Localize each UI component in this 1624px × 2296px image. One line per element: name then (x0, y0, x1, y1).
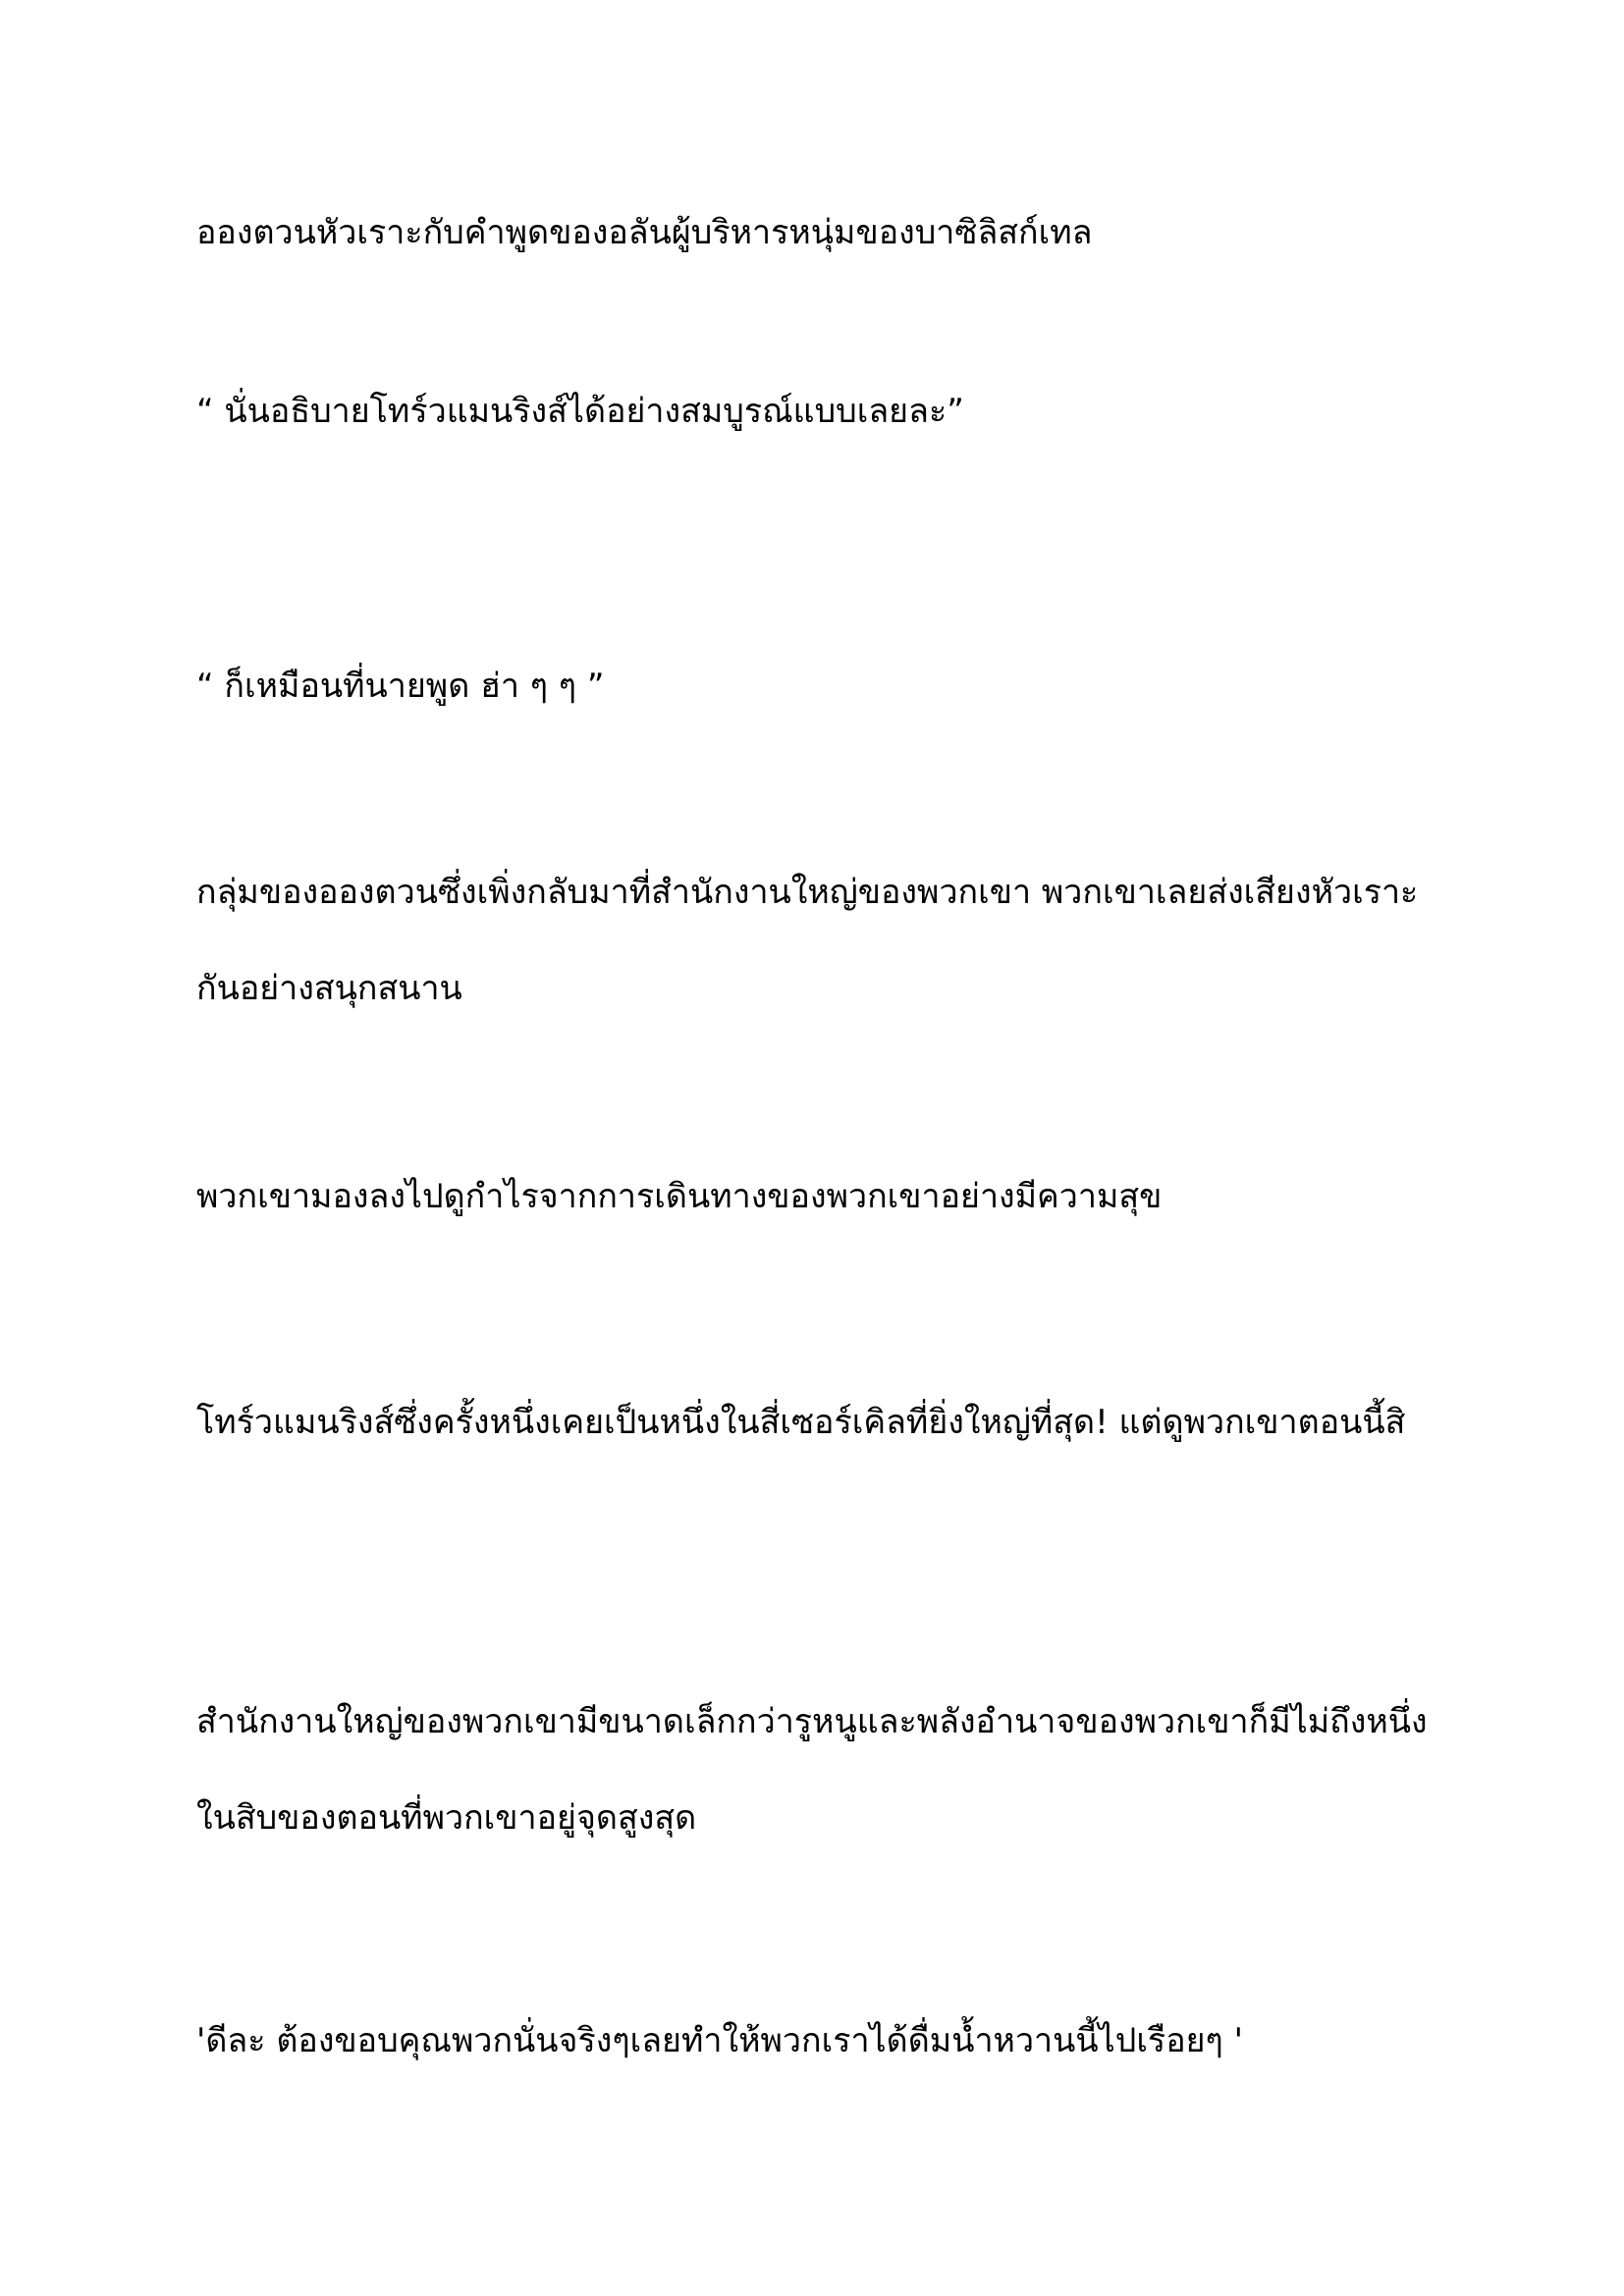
paragraph-7: สำนักงานใหญ่ของพวกเขามีขนาดเล็กกว่ารูหนูและพลังอำนาจของพวกเขาก็มีไม่ถึงหนึ่งในสิบของตอนที่พวกเขาอยู่จุดสูงสุด (196, 1702, 1428, 1838)
paragraph-3: “ ก็เหมือนที่นายพูด ฮ่า ๆ ๆ ” (196, 667, 605, 706)
paragraph-4: กลุ่มของอองตวนซึ่งเพิ่งกลับมาที่สำนักงานใหญ่ของพวกเขา พวกเขาเลยส่งเสียงหัวเราะกันอย่างสนุกสนาน (196, 873, 1419, 1008)
paragraph-6: โทร์วแมนริงส์ซึ่งครั้งหนึ่งเคยเป็นหนึ่งในสี่เซอร์เคิลที่ยิ่งใหญ่ที่สุด! แต่ดูพวกเขาตอนนี้สิ (196, 1403, 1406, 1442)
paragraph-5: พวกเขามองลงไปดูกำไรจากการเดินทางของพวกเขาอย่างมีความสุข (196, 1177, 1163, 1216)
paragraph-8: 'ดีละ ต้องขอบคุณพวกนั่นจริงๆเลยทำให้พวกเราได้ดื่มน้ำหวานนี้ไปเรือยๆ ' (196, 2021, 1243, 2060)
paragraph-2: “ นั่นอธิบายโทร์วแมนริงส์ได้อย่างสมบูรณ์แบบเลยละ” (196, 392, 964, 431)
paragraph-1: อองตวนหัวเราะกับคำพูดของอลันผู้บริหารหนุ่มของบาซิลิสก์เทล (196, 213, 1093, 252)
